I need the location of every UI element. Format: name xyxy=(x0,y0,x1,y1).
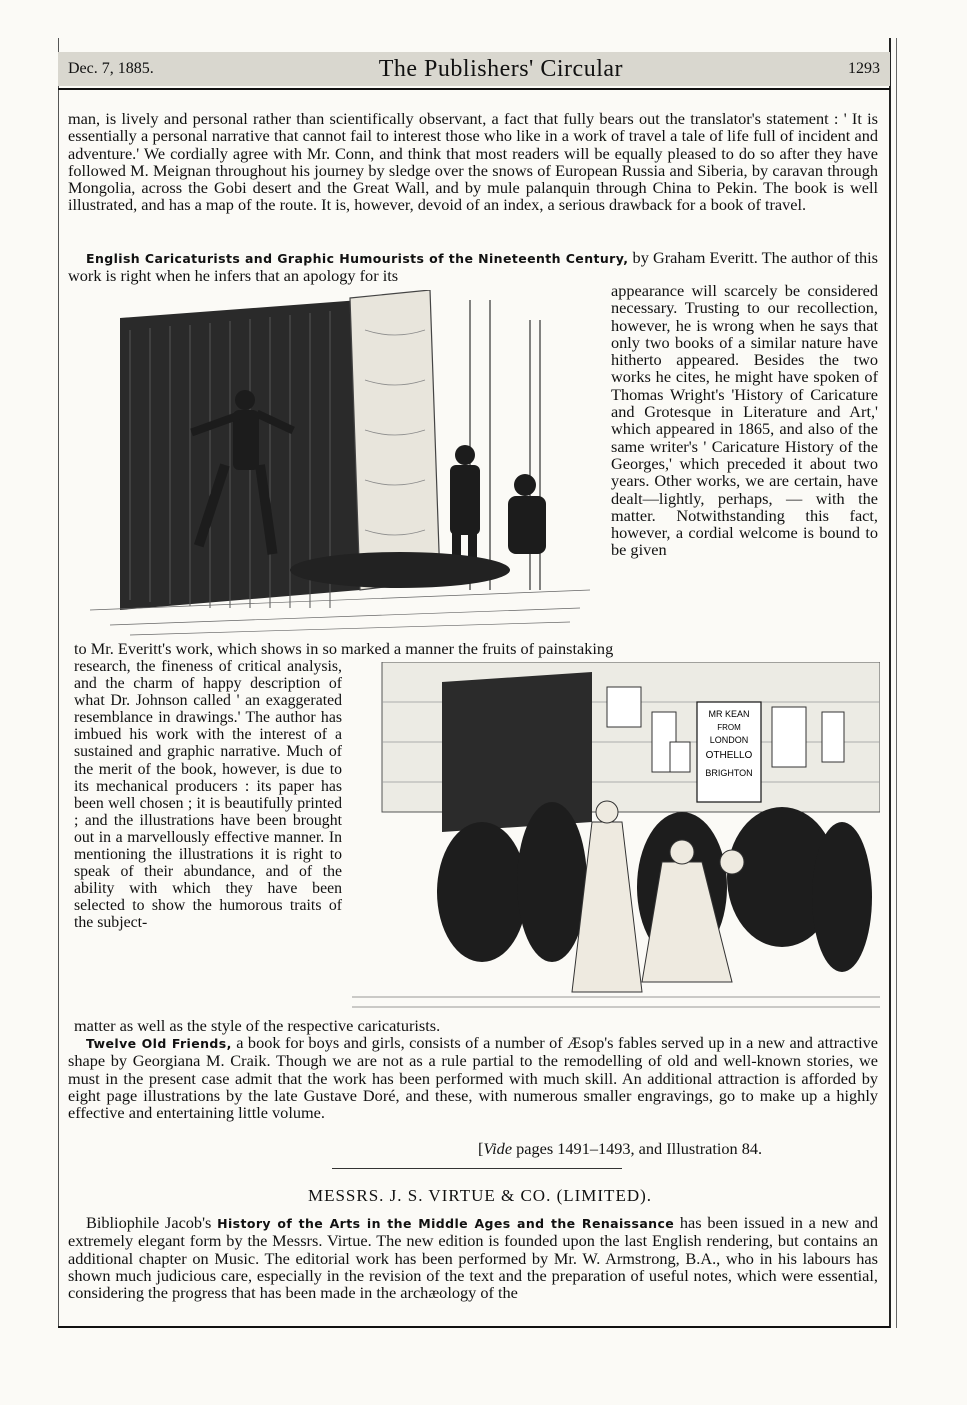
poster-line4: OTHELLO xyxy=(705,750,753,761)
illustration-street-scene xyxy=(70,290,600,640)
vide-reference: [Vide pages 1491–1493, and Illustration 84. xyxy=(478,1139,763,1158)
review-caricaturists-full-line: to Mr. Everitt's work, which shows in so marked a manner the fruits of painstaking xyxy=(74,639,614,658)
review-caricaturists-closing: matter as well as the style of the respective caricaturists. xyxy=(74,1016,441,1035)
poster-line5: BRIGHTON xyxy=(705,768,753,778)
header-date: Dec. 7, 1885. xyxy=(68,60,154,77)
header-rule xyxy=(58,88,890,90)
page-border-bottom xyxy=(58,1326,890,1328)
page-border-right xyxy=(889,38,891,1328)
header-page-number: 1293 xyxy=(847,60,880,77)
review-caricaturists-heading: English Caricaturists and Graphic Humourists of the Nineteenth Century, xyxy=(86,251,629,266)
illustration-theatre-crowd xyxy=(352,662,880,1014)
poster-line1: MR KEAN xyxy=(708,709,750,719)
illustration-street-scene-drawing xyxy=(70,290,600,640)
illustration-theatre-crowd-drawing xyxy=(352,662,880,1014)
poster-line3: LONDON xyxy=(709,735,749,745)
review-caricaturists-left-column: research, the fineness of critical analysis, and the charm of happy description of what Dr. Johnson called ' an exaggerated resemblance in drawings.' The author has imbued his work with the interest of a sustained and graphic narrative. Much of the merit of the book, however, is due to its mechanical producers : its paper has been well chosen ; it is beautifully printed ; and the illustrations have been brought out in a marvellously effective manner. In mentioning the illustrations it is right to speak of their abundance, and of the ability with which they have been selected to show the humorous traits of the subject- xyxy=(74,658,342,932)
section-rule xyxy=(332,1168,622,1169)
review-twelve-old-friends xyxy=(68,1034,878,1121)
page-border-left xyxy=(58,38,59,1328)
review-caricaturists-lead xyxy=(68,249,878,285)
section-title: MESSRS. J. S. VIRTUE & CO. (LIMITED). xyxy=(307,1186,653,1205)
page-header xyxy=(58,52,890,86)
poster-line2: FROM xyxy=(717,723,741,732)
page-border-right-inner xyxy=(896,38,897,1328)
section-virtue-heading: History of the Arts in the Middle Ages and the Renaissance xyxy=(217,1216,675,1231)
section-virtue-text: has been issued in a new and extremely elegant form by the Messrs. Virtue. The new edition is founded upon the last English rendering, but contains an additional chapter on Music. The editorial work has been performed by Mr. W. Armstrong, B.A., who in his labours has shown much judicious care, especially in the revision of the text and the preparation of useful notes, which were essential, considering the progress that has been made in the archæology of the xyxy=(68,1213,878,1303)
header-title: The Publishers' Circular xyxy=(378,55,624,82)
intro-paragraph: man, is lively and personal rather than scientifically observant, a fact that fully bears out the translator's statement : ' It is essentially a personal narrative that cannot fail to interest those who like in a work of travel a tale of life full of incident and adventure.' We cordially agree with Mr. Conn, and think that most readers will be equally pleased to do so after they have followed M. Meignan throughout his journey by sledge over the snows of European Russia and Siberia, by caravan through Mongolia, across the Gobi desert and the Great Wall, and by mule palanquin through China to Pekin. The book is well illustrated, and has a map of the route. It is, however, devoid of an index, a serious drawback for a book of travel. xyxy=(68,109,878,215)
section-virtue-lead: Bibliophile Jacob's xyxy=(86,1213,218,1232)
review-twelve-old-friends-heading: Twelve Old Friends, xyxy=(86,1036,232,1051)
review-caricaturists-lead-text: by Graham Everitt. The author of this work is right when he infers that an apology for its xyxy=(68,248,878,286)
section-virtue-paragraph xyxy=(68,1214,878,1301)
review-caricaturists-wrap-text: appearance will scarcely be considered necessary. Trusting to our recollection, however, he is wrong when he says that only two books of a similar nature have hitherto appeared. Besides the two works he cites, he might have spoken of Thomas Wright's 'History of Caricature and Grotesque in Literature and Art,' which appeared in 1865, and also of the same writer's ' Caricature History of the Georges,' which preceded it about two years. Other works, we are certain, have dealt—lightly, perhaps, — with the matter. Notwithstanding this fact, however, a cordial welcome is bound to be given xyxy=(611,281,878,560)
review-twelve-old-friends-text: a book for boys and girls, consists of a number of Æsop's fables served up in a new and attractive shape by Georgiana M. Craik. Though we are not as a rule partial to the remodelling of old and well-known stories, we must in the present case admit that the work has been performed with much skill. An additional attraction is afforded by eight page illustrations by the late Gustave Doré, and these, with numerous smaller engravings, go to make up a highly effective and entertaining little volume. xyxy=(68,1033,878,1123)
